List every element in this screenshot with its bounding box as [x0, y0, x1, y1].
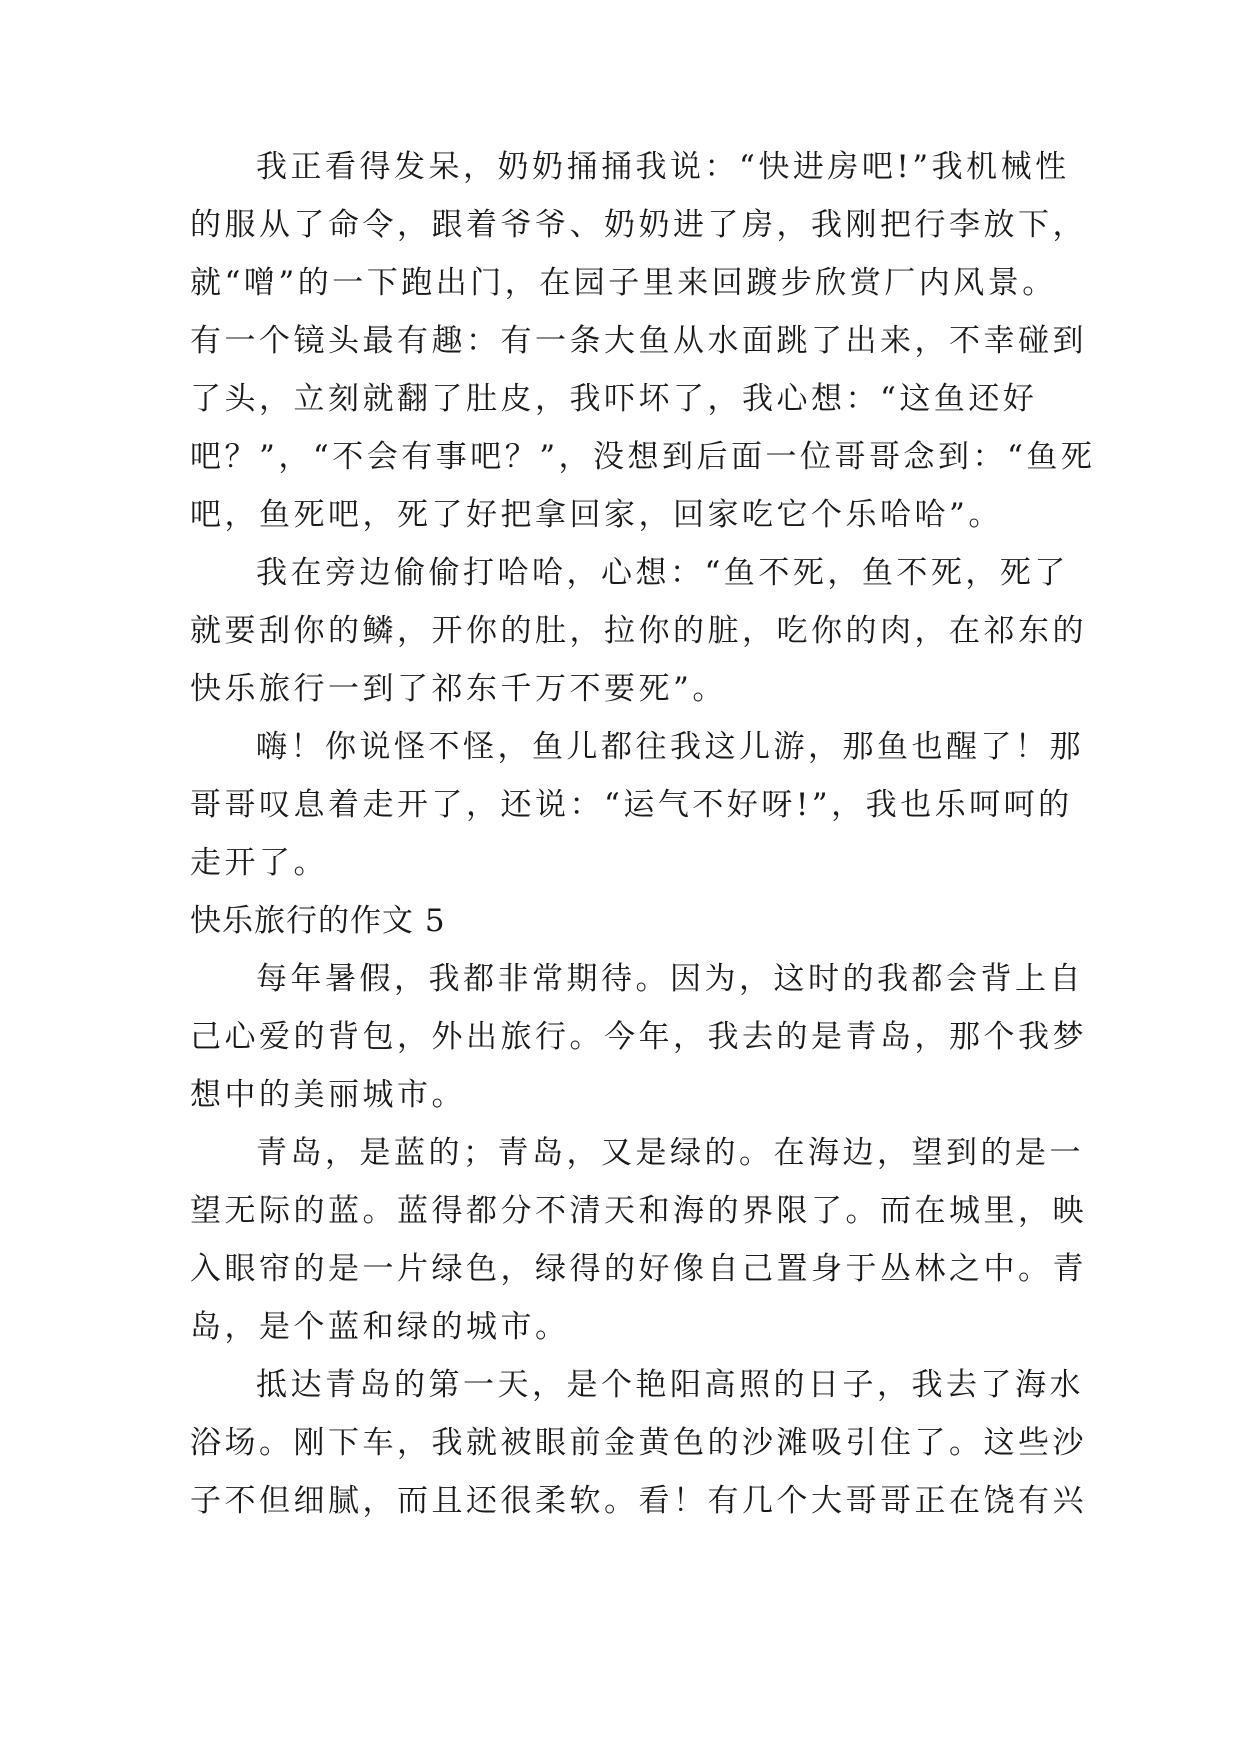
text-line: 哥哥叹息着走开了，还说：“运气不好呀!”，我也乐呵呵的	[190, 787, 1073, 823]
text-line: 我正看得发呆，奶奶捅捅我说：“快进房吧!”我机械性	[256, 149, 1070, 185]
text-line: 抵达青岛的第一天，是个艳阳高照的日子，我去了海水	[256, 1367, 1084, 1403]
text-line: 己心爱的背包，外出旅行。今年，我去的是青岛，那个我梦	[190, 1019, 1087, 1055]
section-heading: 快乐旅行的作文 5	[190, 903, 446, 939]
text-line: 浴场。刚下车，我就被眼前金黄色的沙滩吸引住了。这些沙	[190, 1425, 1087, 1461]
text-line: 的服从了命令，跟着爷爷、奶奶进了房，我刚把行李放下，	[190, 207, 1087, 243]
text-line: 就要刮你的鳞，开你的肚，拉你的脏，吃你的肉，在祁东的	[190, 613, 1087, 649]
text-line: 吧？”，“不会有事吧？”，没想到后面一位哥哥念到：“鱼死	[190, 439, 1096, 475]
text-line: 岛，是个蓝和绿的城市。	[190, 1309, 570, 1345]
text-line: 吧，鱼死吧，死了好把拿回家，回家吃它个乐哈哈”。	[190, 497, 1003, 533]
text-line: 入眼帘的是一片绿色，绿得的好像自己置身于丛林之中。青	[190, 1251, 1087, 1287]
text-line: 有一个镜头最有趣：有一条大鱼从水面跳了出来，不幸碰到	[190, 323, 1087, 359]
text-line: 我在旁边偷偷打哈哈，心想：“鱼不死，鱼不死，死了	[256, 555, 1069, 591]
text-line: 走开了。	[190, 845, 328, 881]
text-line: 想中的美丽城市。	[190, 1077, 466, 1113]
text-line: 了头，立刻就翻了肚皮，我吓坏了，我心想：“这鱼还好	[190, 381, 1038, 417]
text-line: 就“噌”的一下跑出门，在园子里来回踱步欣赏厂内风景。	[190, 265, 1057, 301]
text-line: 望无际的蓝。蓝得都分不清天和海的界限了。而在城里，映	[190, 1193, 1087, 1229]
text-line: 嗨！你说怪不怪，鱼儿都往我这儿游，那鱼也醒了！那	[256, 729, 1084, 765]
text-line: 子不但细腻，而且还很柔软。看！有几个大哥哥正在饶有兴	[190, 1483, 1087, 1519]
text-line: 青岛，是蓝的；青岛，又是绿的。在海边，望到的是一	[256, 1135, 1084, 1171]
text-line: 快乐旅行一到了祁东千万不要死”。	[190, 671, 727, 707]
text-line: 每年暑假，我都非常期待。因为，这时的我都会背上自	[256, 961, 1084, 997]
